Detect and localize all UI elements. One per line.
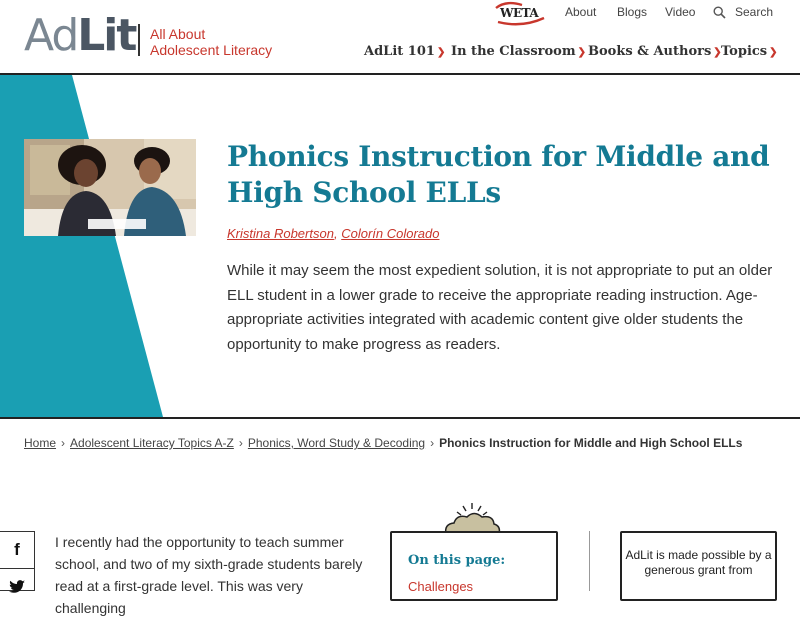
byline-separator: , xyxy=(333,226,338,241)
nav-topics-label: Topics xyxy=(721,44,768,59)
article-hero xyxy=(0,75,800,417)
nav-adlit-101-label: AdLit 101 xyxy=(364,44,435,59)
weta-logo[interactable] xyxy=(492,2,546,26)
logo-ad: Ad xyxy=(24,10,78,61)
site-header xyxy=(0,0,800,75)
chevron-down-icon: ❯ xyxy=(436,47,446,58)
search-icon[interactable] xyxy=(713,6,726,19)
on-this-page-link-challenges[interactable]: Challenges xyxy=(408,579,474,594)
column-divider xyxy=(589,531,590,591)
article-summary: While it may seem the most expedient solution, it is not appropriate to put an older ELL student in a lower grade to receive the appropriate reading instruction. Age-appropriate activities integrated with academic content give older students the opportunity to make progress as readers. xyxy=(227,262,773,353)
twitter-share-button[interactable] xyxy=(0,569,34,605)
author-link-1[interactable]: Kristina Robertson xyxy=(227,226,334,241)
breadcrumb-current: Phonics Instruction for Middle and High School ELLs xyxy=(439,436,743,450)
breadcrumb-separator: › xyxy=(430,436,435,450)
nav-video-link[interactable]: Video xyxy=(665,5,696,19)
tagline-line-2: Adolescent Literacy xyxy=(150,42,273,58)
nav-in-the-classroom[interactable] xyxy=(451,44,586,59)
students-photo-image xyxy=(24,139,196,236)
hero-divider xyxy=(0,417,800,419)
sponsor-text: AdLit is made possible by a generous grant from xyxy=(625,548,772,577)
author-link-2[interactable]: Colorín Colorado xyxy=(341,226,440,241)
on-this-page-title: On this page: xyxy=(408,553,506,568)
nav-in-the-classroom-label: In the Classroom xyxy=(451,44,576,59)
breadcrumb-separator: › xyxy=(238,436,243,450)
weta-wordmark: WETA xyxy=(500,6,539,20)
nav-adlit-101[interactable] xyxy=(364,44,445,59)
on-this-page-box xyxy=(390,531,558,601)
hero-teal-band xyxy=(0,75,800,417)
article-byline xyxy=(227,226,439,241)
twitter-icon xyxy=(9,580,25,594)
nav-about-link[interactable]: About xyxy=(565,5,597,19)
article-body-intro: I recently had the opportunity to teach summer school, and two of my sixth-grade students barely read at a first-grade level. This was very challenging xyxy=(55,534,363,616)
chevron-down-icon: ❯ xyxy=(577,47,586,58)
breadcrumb-phonics[interactable]: Phonics, Word Study & Decoding xyxy=(247,436,426,450)
logo-lit: Lit xyxy=(77,10,136,61)
facebook-icon: f xyxy=(14,540,20,559)
nav-books-authors[interactable] xyxy=(588,44,722,59)
breadcrumb-separator: › xyxy=(61,436,66,450)
breadcrumb xyxy=(24,436,742,450)
breadcrumb-home[interactable]: Home xyxy=(24,436,57,450)
article-title: Phonics Instruction for Middle and High School ELLs xyxy=(227,140,770,209)
hero-photo xyxy=(24,139,196,236)
social-share-bar xyxy=(0,531,35,591)
chevron-down-icon: ❯ xyxy=(713,47,722,58)
sponsor-box xyxy=(620,531,777,601)
facebook-share-button[interactable] xyxy=(0,532,34,568)
nav-topics[interactable] xyxy=(721,44,778,59)
adlit-logo[interactable] xyxy=(24,12,135,60)
nav-books-authors-label: Books & Authors xyxy=(588,44,712,59)
logo-divider xyxy=(138,24,140,56)
breadcrumb-topics-a-z[interactable]: Adolescent Literacy Topics A-Z xyxy=(70,436,234,450)
site-tagline xyxy=(150,26,272,58)
search-link[interactable]: Search xyxy=(735,5,774,19)
tagline-line-1: All About xyxy=(150,26,206,42)
chevron-down-icon: ❯ xyxy=(769,47,778,58)
nav-blogs-link[interactable]: Blogs xyxy=(617,5,648,19)
